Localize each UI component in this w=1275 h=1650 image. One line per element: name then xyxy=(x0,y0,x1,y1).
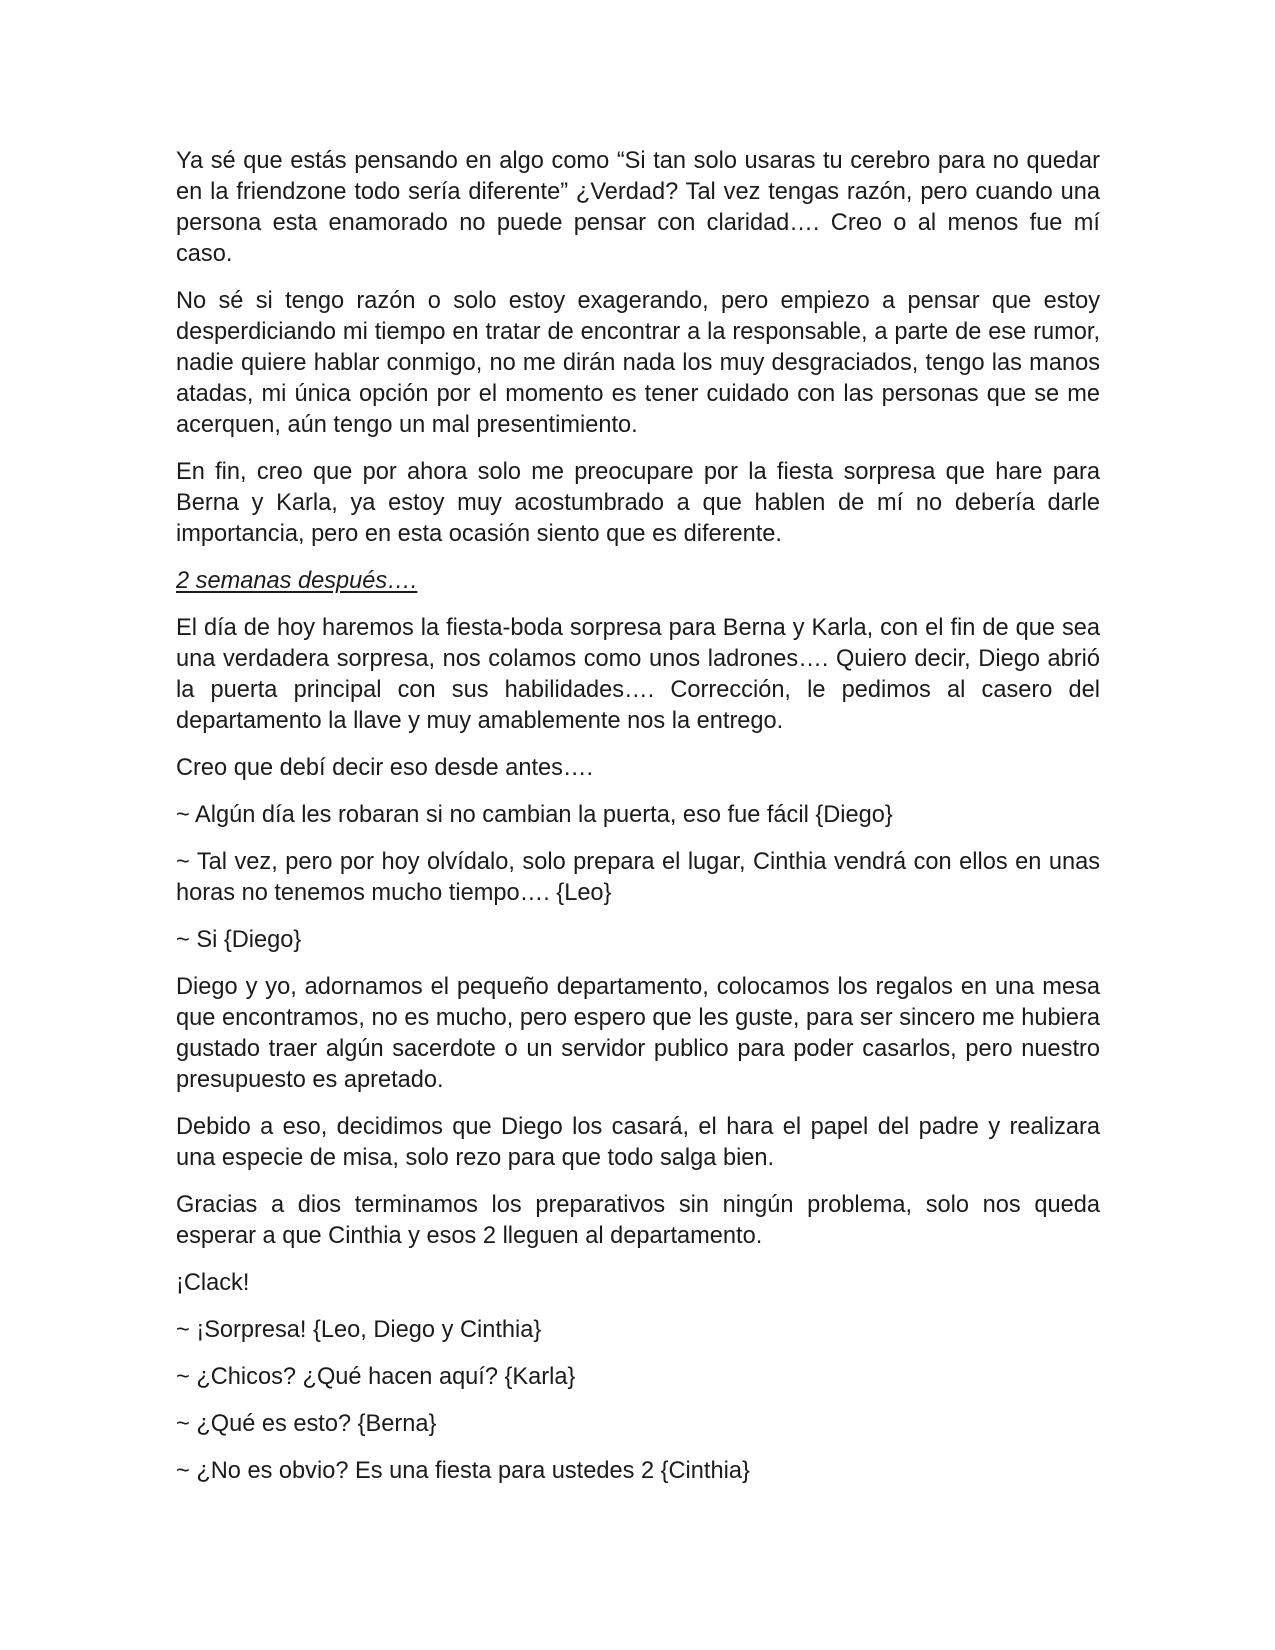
paragraph: Debido a eso, decidimos que Diego los casará, el hara el papel del padre y realizara una especie de misa, solo rezo para que todo salga bien. xyxy=(176,1114,1100,1171)
paragraph: El día de hoy haremos la fiesta-boda sorpresa para Berna y Karla, con el fin de que sea una verdadera sorpresa, nos colamos como unos ladrones…. Quiero decir, Diego abrió la puerta principal con sus habilidades…. Corrección, le pedimos al casero del departamento la llave y muy amablemente nos la entrego. xyxy=(176,615,1100,734)
dialogue-line: ~ ¡Sorpresa! {Leo, Diego y Cinthia} xyxy=(176,1317,542,1343)
document-body xyxy=(176,146,1100,1503)
dialogue-line: ~ ¿No es obvio? Es una fiesta para ustedes 2 {Cinthia} xyxy=(176,1458,750,1484)
dialogue-line: ~ Algún día les robaran si no cambian la puerta, eso fue fácil {Diego} xyxy=(176,802,893,828)
dialogue-line: ~ ¿Qué es esto? {Berna} xyxy=(176,1411,437,1437)
paragraph: No sé si tengo razón o solo estoy exagerando, pero empiezo a pensar que estoy desperdiciando mi tiempo en tratar de encontrar a la responsable, a parte de ese rumor, nadie quiere hablar conmigo, no me dirán nada los muy desgraciados, tengo las manos atadas, mi única opción por el momento es tener cuidado con las personas que se me acerquen, aún tengo un mal presentimiento. xyxy=(176,288,1100,438)
paragraph: Diego y yo, adornamos el pequeño departamento, colocamos los regalos en una mesa que encontramos, no es mucho, pero espero que les guste, para ser sincero me hubiera gustado traer algún sacerdote o un servidor publico para poder casarlos, pero nuestro presupuesto es apretado. xyxy=(176,974,1100,1093)
paragraph: Ya sé que estás pensando en algo como “Si tan solo usaras tu cerebro para no quedar en la friendzone todo sería diferente” ¿Verdad? Tal vez tengas razón, pero cuando una persona esta enamorado no puede pensar con claridad…. Creo o al menos fue mí caso. xyxy=(176,148,1100,267)
dialogue-line: ~ Tal vez, pero por hoy olvídalo, solo prepara el lugar, Cinthia vendrá con ellos en unas horas no tenemos mucho tiempo…. {Leo} xyxy=(176,849,1100,906)
sound-effect: ¡Clack! xyxy=(176,1270,250,1296)
paragraph: En fin, creo que por ahora solo me preocupare por la fiesta sorpresa que hare para Berna y Karla, ya estoy muy acostumbrado a que hablen de mí no debería darle importancia, pero en esta ocasión siento que es diferente. xyxy=(176,459,1100,547)
paragraph: Gracias a dios terminamos los preparativos sin ningún problema, solo nos queda esperar a que Cinthia y esos 2 lleguen al departamento. xyxy=(176,1192,1100,1249)
paragraph: Creo que debí decir eso desde antes…. xyxy=(176,755,594,781)
dialogue-line: ~ ¿Chicos? ¿Qué hacen aquí? {Karla} xyxy=(176,1364,576,1390)
section-heading: 2 semanas después…. xyxy=(176,568,418,594)
dialogue-line: ~ Si {Diego} xyxy=(176,927,302,953)
